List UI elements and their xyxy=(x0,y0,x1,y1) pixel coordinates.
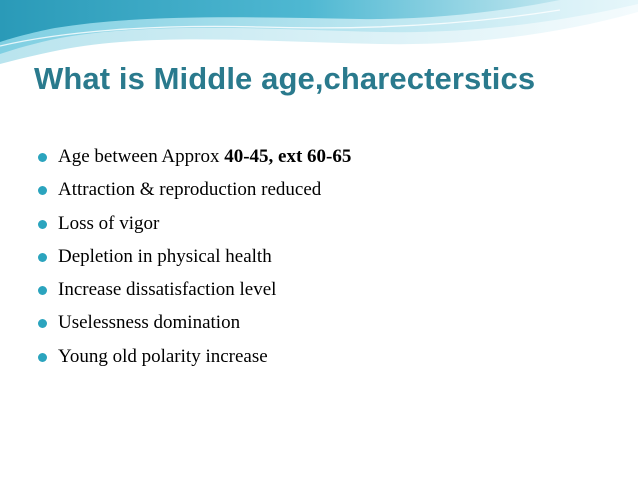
bullet-text: Uselessness domination xyxy=(58,312,241,334)
bullet-text: Increase dissatisfaction level xyxy=(58,279,277,301)
slide-title: What is Middle age,charecterstics xyxy=(34,61,536,96)
bullet-dot-icon xyxy=(38,353,47,362)
decorative-wave-header xyxy=(0,0,638,70)
bullet-text-prefix: Age between Approx xyxy=(58,146,225,167)
bullet-text: Attraction & reproduction reduced xyxy=(58,179,322,201)
bullet-text: Depletion in physical health xyxy=(58,245,272,267)
bullet-dot-icon xyxy=(38,220,47,229)
bullet-dot-icon xyxy=(38,286,47,295)
bullet-dot-icon xyxy=(38,153,47,162)
bullet-dot-icon xyxy=(38,253,47,262)
bullet-text: Young old polarity increase xyxy=(58,345,268,367)
bullet-text xyxy=(58,145,351,169)
bullet-text-emphasis: 40-45, ext 60-65 xyxy=(224,146,352,167)
bullet-dot-icon xyxy=(38,186,47,195)
bullet-text: Loss of vigor xyxy=(58,212,160,234)
bullet-dot-icon xyxy=(38,319,47,328)
